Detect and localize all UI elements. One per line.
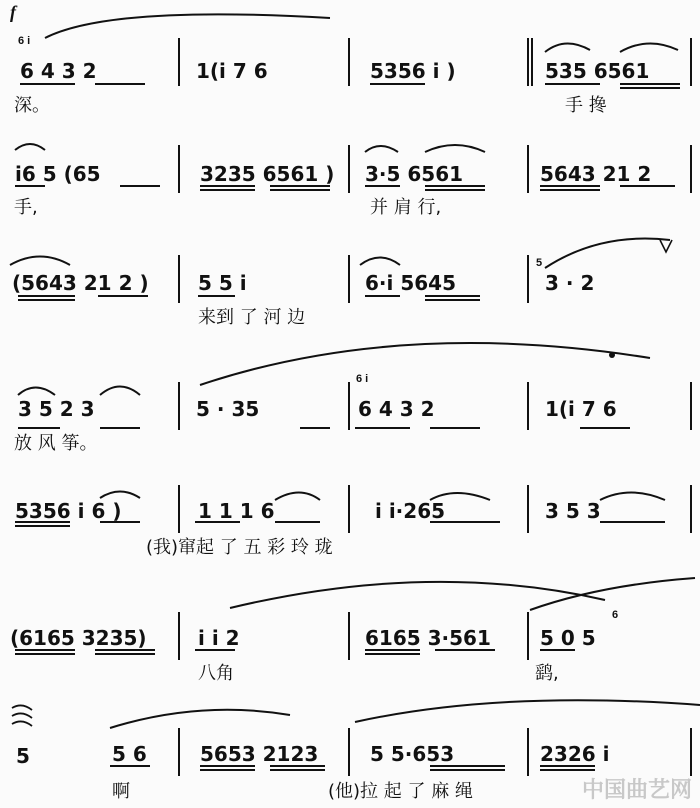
barline (348, 382, 350, 430)
barline (690, 382, 692, 430)
barline (178, 38, 180, 86)
note-group: 5 0 5 (540, 626, 596, 650)
note-group: 5643 21 2 (540, 162, 652, 186)
barline (527, 255, 529, 303)
barline (348, 612, 350, 660)
slur-35 (365, 146, 398, 152)
note-group: 535 6561 (545, 59, 650, 83)
barline (348, 728, 350, 776)
note-group: 5 6 (112, 742, 147, 766)
barline (527, 485, 529, 533)
barline (348, 485, 350, 533)
dynamic-mark: f (10, 2, 16, 22)
note-group: 3 5 3 (545, 499, 601, 523)
barline (348, 145, 350, 193)
grace-note: 6 (612, 609, 619, 621)
grace-notes: 6 i (18, 35, 31, 47)
note-group: 3 · 2 (545, 271, 595, 295)
barline (527, 728, 529, 776)
note-group: (5643 21 2 ) (12, 271, 149, 295)
barline (690, 485, 692, 533)
note-group: 3·5 6561 (365, 162, 464, 186)
barline (527, 612, 529, 660)
grace-notes: 6 i (356, 373, 369, 385)
lyric: 放 风 筝。 (14, 433, 98, 454)
note-group: i6 5 (65 (15, 162, 101, 186)
note-group: 3235 6561 ) (200, 162, 335, 186)
note-group: i i 2 (198, 626, 240, 650)
lyric: 手, (14, 197, 38, 218)
note-group: 6165 3·561 (365, 626, 491, 650)
barline (690, 38, 692, 86)
barline (690, 728, 692, 776)
barline (531, 38, 533, 86)
barline (178, 612, 180, 660)
note-group: i i·265 (375, 499, 446, 523)
barline (690, 145, 692, 193)
slur-i6 (15, 144, 45, 150)
lyric: 来到 了 河 边 (198, 307, 306, 328)
note-group: 1(i 7 6 (196, 59, 268, 83)
barline (178, 382, 180, 430)
barline (178, 145, 180, 193)
barline (527, 145, 529, 193)
barline (348, 255, 350, 303)
barline (178, 728, 180, 776)
note-group: 5 5 i (198, 271, 247, 295)
lyric: (我)窜起 了 五 彩 玲 珑 (146, 537, 333, 558)
note-group: 5 · 35 (196, 397, 260, 421)
barline (348, 38, 350, 86)
note-group: 5653 2123 (200, 742, 319, 766)
barline (178, 485, 180, 533)
lyric: 八角 (198, 663, 234, 684)
watermark: 中国曲艺网 (581, 778, 692, 803)
lyric: 啊 (112, 781, 130, 802)
lyric: 深。 (14, 95, 50, 116)
note-group: 5356 i 6 ) (15, 499, 122, 523)
note-group: 5356 i ) (370, 59, 456, 83)
grace-note: 5 (536, 257, 543, 269)
lyric: 并 肩 行, (370, 197, 442, 218)
note-group: (6165 3235) (10, 626, 147, 650)
note-group: 6·i 5645 (365, 271, 456, 295)
barline (178, 255, 180, 303)
note-group: 5 5·653 (370, 742, 455, 766)
slur-6561 (620, 43, 678, 52)
note-group: 6 4 3 2 (20, 59, 97, 83)
note-group: 1(i 7 6 (545, 397, 617, 421)
barline (527, 382, 529, 430)
note-group: 5 (16, 744, 30, 768)
barline (527, 38, 529, 86)
note-group: 3 5 2 3 (18, 397, 95, 421)
slur-line1-long (45, 14, 330, 38)
slur-535 (545, 43, 590, 52)
note-group: 1 1 1 6 (198, 499, 275, 523)
lyric: 手 搀 (565, 95, 607, 116)
lyric: 鹞, (535, 663, 559, 684)
note-group: 2326 i (540, 742, 610, 766)
note-group: 6 4 3 2 (358, 397, 435, 421)
lyric: (他)拉 起 了 麻 绳 (328, 781, 473, 802)
